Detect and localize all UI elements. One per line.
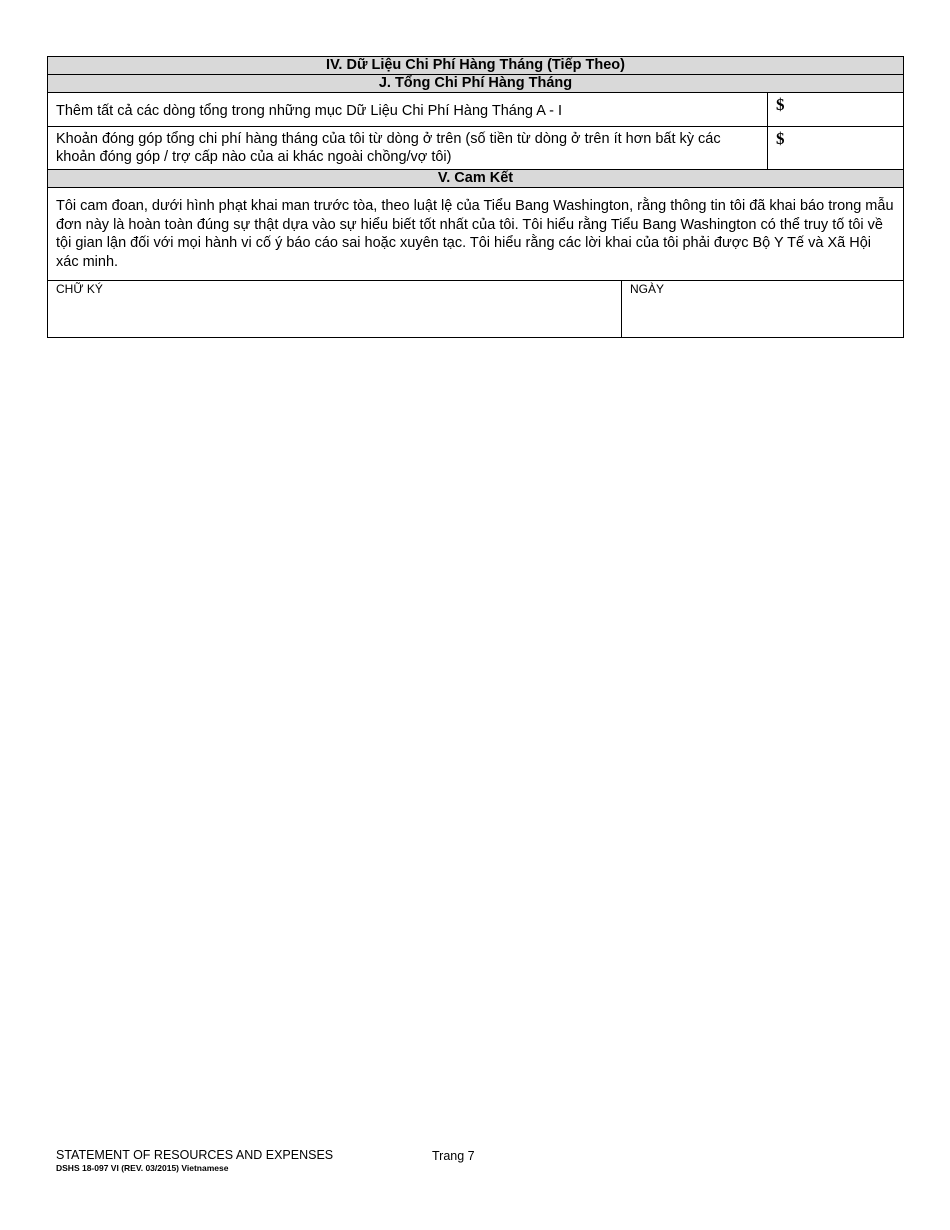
currency-symbol: $ <box>776 95 785 114</box>
total-expenses-label: Thêm tất cả các dòng tổng trong những mục Dữ Liệu Chi Phí Hàng Tháng A - I <box>48 93 768 127</box>
date-field[interactable] <box>622 281 904 338</box>
date-label: NGÀY <box>630 282 665 296</box>
total-expenses-row <box>48 93 904 127</box>
footer-form-title: STATEMENT OF RESOURCES AND EXPENSES <box>56 1148 334 1162</box>
footer-form-code: DSHS 18-097 VI (REV. 03/2015) Vietnamese <box>56 1163 229 1173</box>
footer-page-number: Trang 7 <box>432 1149 475 1163</box>
total-expenses-amount-field[interactable] <box>768 93 904 127</box>
my-contribution-row <box>48 127 904 170</box>
section-iv-header: IV. Dữ Liệu Chi Phí Hàng Tháng (Tiếp Theo) <box>48 57 904 75</box>
my-contribution-label: Khoản đóng góp tổng chi phí hàng tháng của tôi từ dòng ở trên (số tiền từ dòng ở trên ít hơn bất kỳ các khoản đóng góp / trợ cấp nào của ai khác ngoài chồng/vợ tôi) <box>48 127 768 170</box>
section-v-header: V. Cam Kết <box>48 170 904 188</box>
section-j-header: J. Tổng Chi Phí Hàng Tháng <box>48 75 904 93</box>
expense-form-table <box>47 56 904 338</box>
currency-symbol: $ <box>776 129 785 148</box>
signature-field[interactable] <box>48 281 622 338</box>
certification-statement: Tôi cam đoan, dưới hình phạt khai man trước tòa, theo luật lệ của Tiểu Bang Washington, rằng thông tin tôi đã khai báo trong mẫu đơn này là hoàn toàn đúng sự thật dựa vào sự hiểu biết tốt nhất của tôi. Tôi hiểu rằng Tiểu Bang Washington có thể truy tố tôi về tội gian lận đối với mọi hành vi cố ý báo cáo sai hoặc xuyên tạc. Tôi hiểu rằng các lời khai của tôi phải được Bộ Y Tế và Xã Hội xác minh. <box>48 188 904 281</box>
my-contribution-amount-field[interactable] <box>768 127 904 170</box>
signature-label: CHỮ KÝ <box>56 282 103 296</box>
